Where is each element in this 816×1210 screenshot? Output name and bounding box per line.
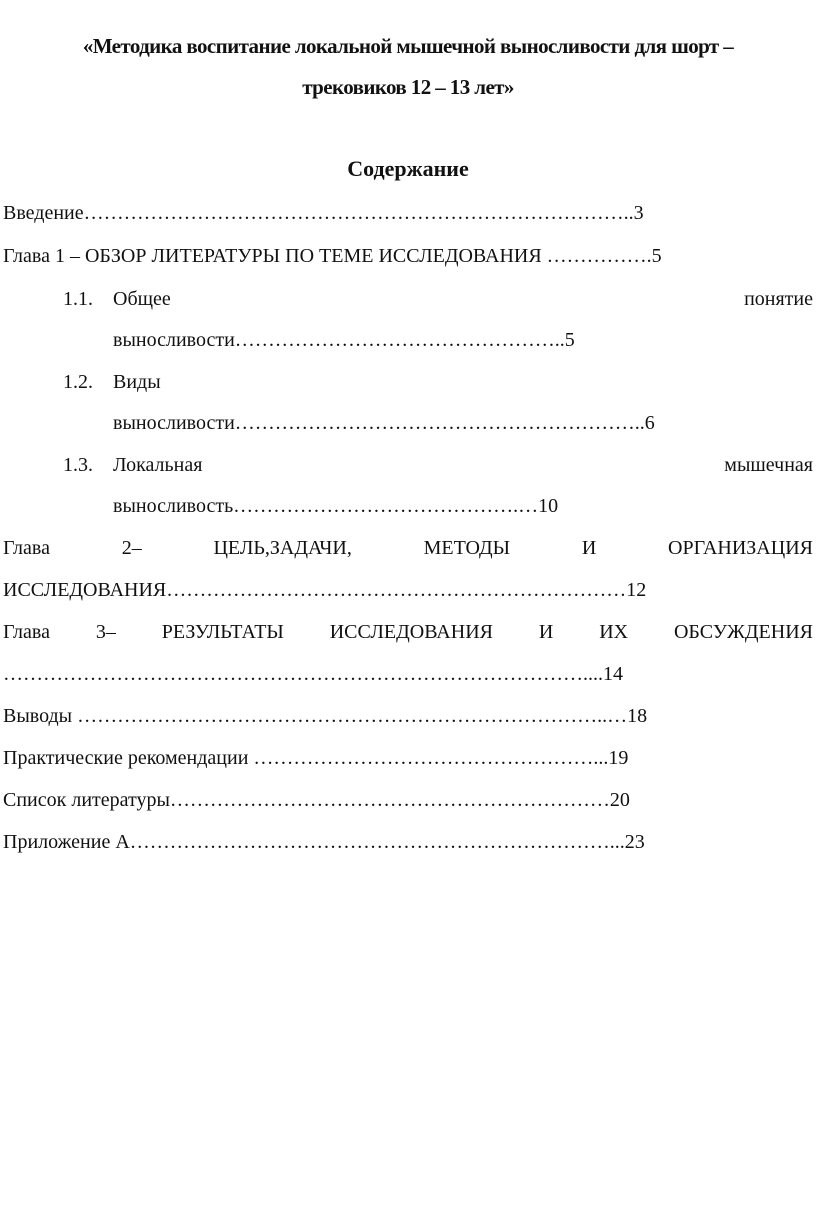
contents-heading: Содержание bbox=[347, 156, 469, 181]
toc-section-number-1-1: 1.1. bbox=[63, 288, 93, 310]
toc-section-1-3-line-1 bbox=[113, 453, 813, 477]
toc-chapter-3-word: 3– bbox=[95, 621, 116, 643]
toc-chapter-3-word: РЕЗУЛЬТАТЫ bbox=[161, 621, 284, 643]
toc-chapter-2-word: Глава bbox=[3, 537, 50, 559]
toc-section-1-3-line-2: выносливость…………………………………….…10 bbox=[113, 495, 559, 517]
toc-chapter-3-word: И bbox=[538, 621, 554, 643]
toc-chapter-3-word: ОБСУЖДЕНИЯ bbox=[673, 621, 813, 643]
toc-chapter-3-word: Глава bbox=[3, 621, 50, 643]
toc-section-1-1-line-2: выносливости…………………………………………..5 bbox=[113, 329, 575, 351]
toc-chapter-2-line-2: ИССЛЕДОВАНИЯ……………………………………………………………12 bbox=[3, 579, 647, 601]
toc-item-recommendations: Практические рекомендации ……………………………………………...19 bbox=[3, 747, 629, 769]
toc-section-number-1-2: 1.2. bbox=[63, 371, 93, 393]
toc-chapter-2-word: МЕТОДЫ bbox=[423, 537, 511, 559]
toc-section-1-2-line-1: Виды bbox=[113, 371, 161, 393]
toc-section-1-3-word: мышечная bbox=[724, 454, 813, 476]
document-title-line-2: трековиков 12 – 13 лет» bbox=[302, 75, 514, 99]
toc-chapter-3-line-2: ……………………………………………………………………………....14 bbox=[3, 663, 623, 685]
toc-item-references: Список литературы…………………………………………………………20 bbox=[3, 789, 630, 811]
toc-section-1-2-line-2: выносливости……………………………………………………..6 bbox=[113, 412, 655, 434]
toc-item-conclusions: Выводы ……………………………………………………………………..…18 bbox=[3, 705, 648, 727]
document-title-line-1: «Методика воспитание локальной мышечной выносливости для шорт – bbox=[82, 34, 734, 58]
toc-item-chapter-1: Глава 1 – ОБЗОР ЛИТЕРАТУРЫ ПО ТЕМЕ ИССЛЕДОВАНИЯ …………….5 bbox=[3, 245, 662, 267]
toc-chapter-3-word: ИССЛЕДОВАНИЯ bbox=[329, 621, 493, 643]
toc-chapter-2-word: 2– bbox=[121, 537, 142, 559]
toc-section-1-3-word: Локальная bbox=[113, 454, 203, 476]
toc-chapter-2-word: И bbox=[581, 537, 597, 559]
toc-chapter-3-word: ИХ bbox=[599, 621, 629, 643]
toc-item-appendix: Приложение А………………………………………………………………...23 bbox=[3, 831, 645, 853]
toc-section-1-1-line-1 bbox=[113, 287, 813, 311]
toc-chapter-2-word: ЦЕЛЬ,ЗАДАЧИ, bbox=[213, 537, 352, 559]
toc-chapter-2-word: ОРГАНИЗАЦИЯ bbox=[668, 537, 813, 559]
toc-section-1-1-word: Общее bbox=[113, 288, 171, 310]
toc-section-1-1-word: понятие bbox=[744, 288, 813, 310]
toc-chapter-3-line-1 bbox=[3, 620, 813, 644]
toc-section-number-1-3: 1.3. bbox=[63, 454, 93, 476]
toc-item-intro: Введение………………………………………………………………………..3 bbox=[3, 202, 644, 224]
toc-chapter-2-line-1 bbox=[3, 536, 813, 560]
